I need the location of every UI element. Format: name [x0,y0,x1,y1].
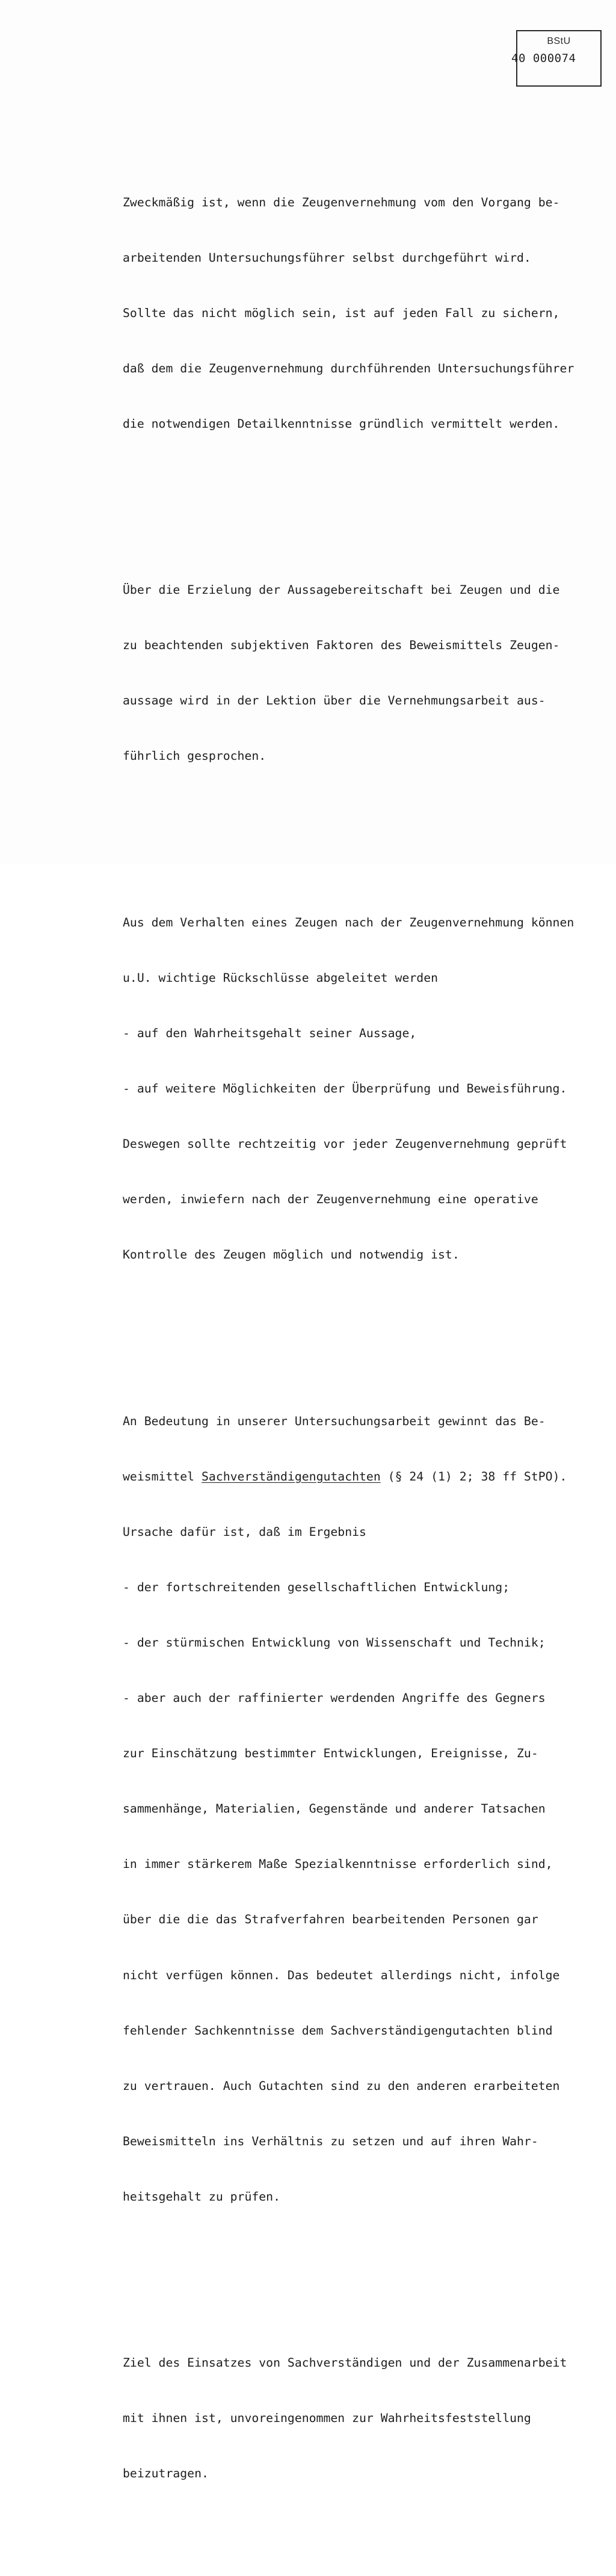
list-item: - auf weitere Möglichkeiten der Überprüfung und Beweisführung. [123,1082,567,1096]
text-line: fehlender Sachkenntnisse dem Sachverständigengutachten blind [123,2023,553,2038]
list-item: - auf den Wahrheitsgehalt seiner Aussage, [123,1026,417,1040]
list-item: - aber auch der raffinierter werdenden Angriffe des Gegners [123,1691,546,1706]
stamp-organization: BStU [547,36,571,46]
paragraph-5 [123,2317,604,2521]
text-line: Aus dem Verhalten eines Zeugen nach der Zeugenvernehmung können [123,915,574,929]
text-line: sammenhänge, Materialien, Gegenstände und anderer Tatsachen [123,1802,546,1816]
text-line: arbeitenden Untersuchungsführer selbst durchgeführt wird. [123,250,531,265]
document-body [123,101,604,2576]
text-line: heitsgehalt zu prüfen. [123,2189,281,2204]
text-line: Deswegen sollte rechtzeitig vor jeder Zeugenvernehmung geprüft [123,1137,567,1151]
paragraph-1 [123,156,604,470]
text-line: führlich gesprochen. [123,749,266,763]
text-line: An Bedeutung in unserer Untersuchungsarbeit gewinnt das Be- [123,1414,546,1428]
text-line: Ziel des Einsatzes von Sachverständigen und der Zusammenarbeit [123,2356,567,2370]
page-reference [511,52,576,65]
text-line: beizutragen. [123,2467,209,2481]
list-item: - der fortschreitenden gesellschaftlichen Entwicklung; [123,1580,510,1594]
text-line: zur Einschätzung bestimmter Entwicklungen, Ereignisse, Zu- [123,1746,538,1761]
page-number: 000074 [532,52,576,65]
paragraph-2 [123,544,604,803]
text-line: Zweckmäßig ist, wenn die Zeugenvernehmung vom den Vorgang be- [123,195,560,209]
text-line: in immer stärkerem Maße Spezialkenntnisse erforderlich sind, [123,1857,553,1872]
text-fragment: (§ 24 (1) 2; 38 ff StPO). [380,1469,567,1484]
text-line: die notwendigen Detailkenntnisse gründlich vermittelt werden. [123,416,560,431]
paragraph-4 [123,1375,604,2243]
text-line: werden, inwiefern nach der Zeugenvernehmung eine operative [123,1192,538,1207]
underlined-term: Sachverständigengutachten [202,1469,381,1484]
text-line: nicht verfügen können. Das bedeutet allerdings nicht, infolge [123,1968,560,1982]
text-line: mit ihnen ist, unvoreingenommen zur Wahrheitsfeststellung [123,2411,531,2426]
text-line: Kontrolle des Zeugen möglich und notwendig ist. [123,1248,460,1262]
text-line: über die die das Strafverfahren bearbeitenden Personen gar [123,1912,538,1927]
text-line: zu vertrauen. Auch Gutachten sind zu den anderen erarbeiteten [123,2078,560,2093]
text-line: Sollte das nicht möglich sein, ist auf jeden Fall zu sichern, [123,306,560,320]
text-line: aussage wird in der Lektion über die Vernehmungsarbeit aus- [123,694,546,708]
text-line: u.U. wichtige Rückschlüsse abgeleitet werden [123,970,439,985]
paragraph-3 [123,877,604,1301]
text-fragment: weismittel [123,1469,202,1484]
text-line: Beweismitteln ins Verhältnis zu setzen und auf ihren Wahr- [123,2134,538,2148]
page-prefix: 40 [511,52,526,65]
text-line: daß dem die Zeugenvernehmung durchführenden Untersuchungsführer [123,361,574,375]
text-line: Ursache dafür ist, daß im Ergebnis [123,1524,366,1539]
text-line: zu beachtenden subjektiven Faktoren des Beweismittels Zeugen- [123,638,560,653]
text-line-with-underline [123,1468,604,1487]
list-item: - der stürmischen Entwicklung von Wissenschaft und Technik; [123,1636,546,1650]
text-line: Über die Erzielung der Aussagebereitschaft bei Zeugen und die [123,583,560,597]
